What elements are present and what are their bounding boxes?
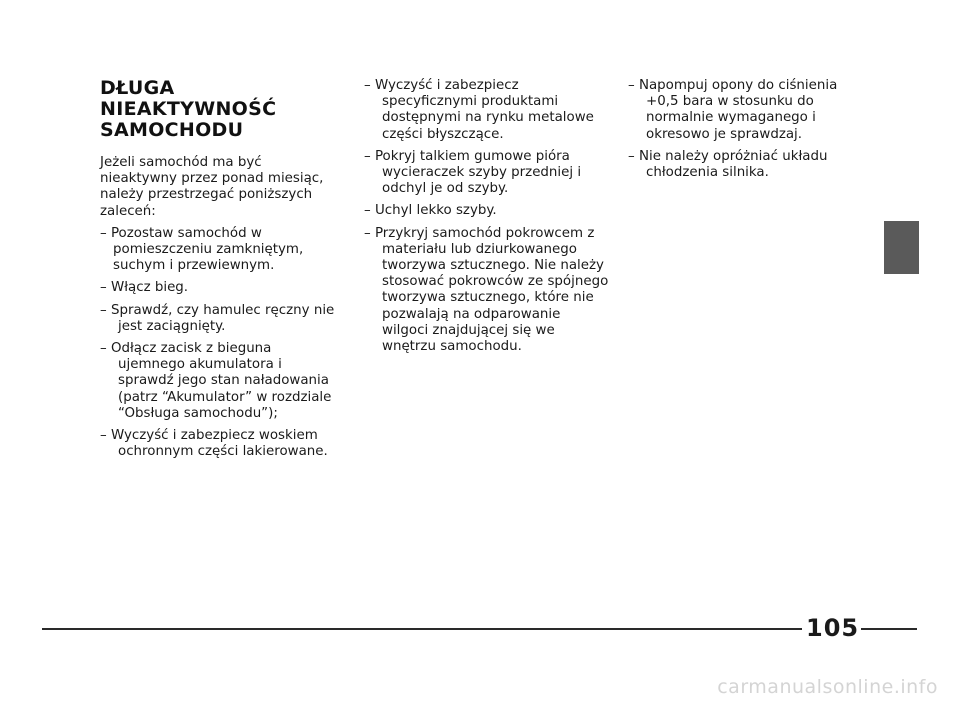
list-item: – Wyczyść i zabezpiecz specyficznymi produktami dostępnymi na rynku metalowe części błyszczące. — [364, 78, 594, 142]
column-1 — [100, 78, 335, 466]
list-item: – Uchyl lekko szyby. — [364, 203, 497, 219]
list-item: – Przykryj samochód pokrowcem z materiału lub dziurkowanego tworzywa sztucznego. Nie należy stosować pokrowców ze spójnego tworzywa sztucznego, które nie pozwalają na odparowanie wilgoci znajdującej się we wnętrzu samochodu. — [364, 225, 609, 355]
list-item: – Włącz bieg. — [100, 280, 189, 296]
heading-line: SAMOCHODU — [100, 119, 244, 141]
footer-rule-left — [42, 628, 802, 630]
heading-line: DŁUGA — [100, 77, 175, 99]
section-heading — [100, 78, 335, 141]
watermark-text: carmanualsonline.info — [717, 676, 938, 698]
intro-paragraph: Jeżeli samochód ma być nieaktywny przez ponad miesiąc, należy przestrzegać poniższych zaleceń: — [100, 155, 324, 219]
list-item: – Nie należy opróżniać układu chłodzenia silnika. — [628, 148, 828, 181]
list-item: – Wyczyść i zabezpiecz woskiem ochronnym części lakierowane. — [100, 428, 328, 460]
list-item: – Napompuj opony do ciśnienia +0,5 bara w stosunku do normalnie wymaganego i okresowo je sprawdzaj. — [628, 78, 838, 142]
list-item: – Sprawdź, czy hamulec ręczny nie jest zaciągnięty. — [100, 302, 335, 334]
heading-line: NIEAKTYWNOŚĆ — [100, 98, 277, 120]
list-item: – Pozostaw samochód w pomieszczeniu zamkniętym, suchym i przewiewnym. — [100, 225, 304, 274]
column-2 — [364, 78, 609, 361]
list-item: – Pokryj talkiem gumowe pióra wycieraczek szyby przedniej i odchyl je od szyby. — [364, 148, 582, 197]
footer-rule-right — [861, 628, 917, 630]
list-item: – Odłącz zacisk z bieguna ujemnego akumulatora i sprawdź jego stan naładowania (patrz “Akumulator” w rozdziale “Obsługa samochodu”); — [100, 341, 332, 421]
page-number: 105 — [806, 614, 860, 642]
column-3 — [628, 78, 858, 187]
chapter-tab-marker — [884, 221, 919, 274]
